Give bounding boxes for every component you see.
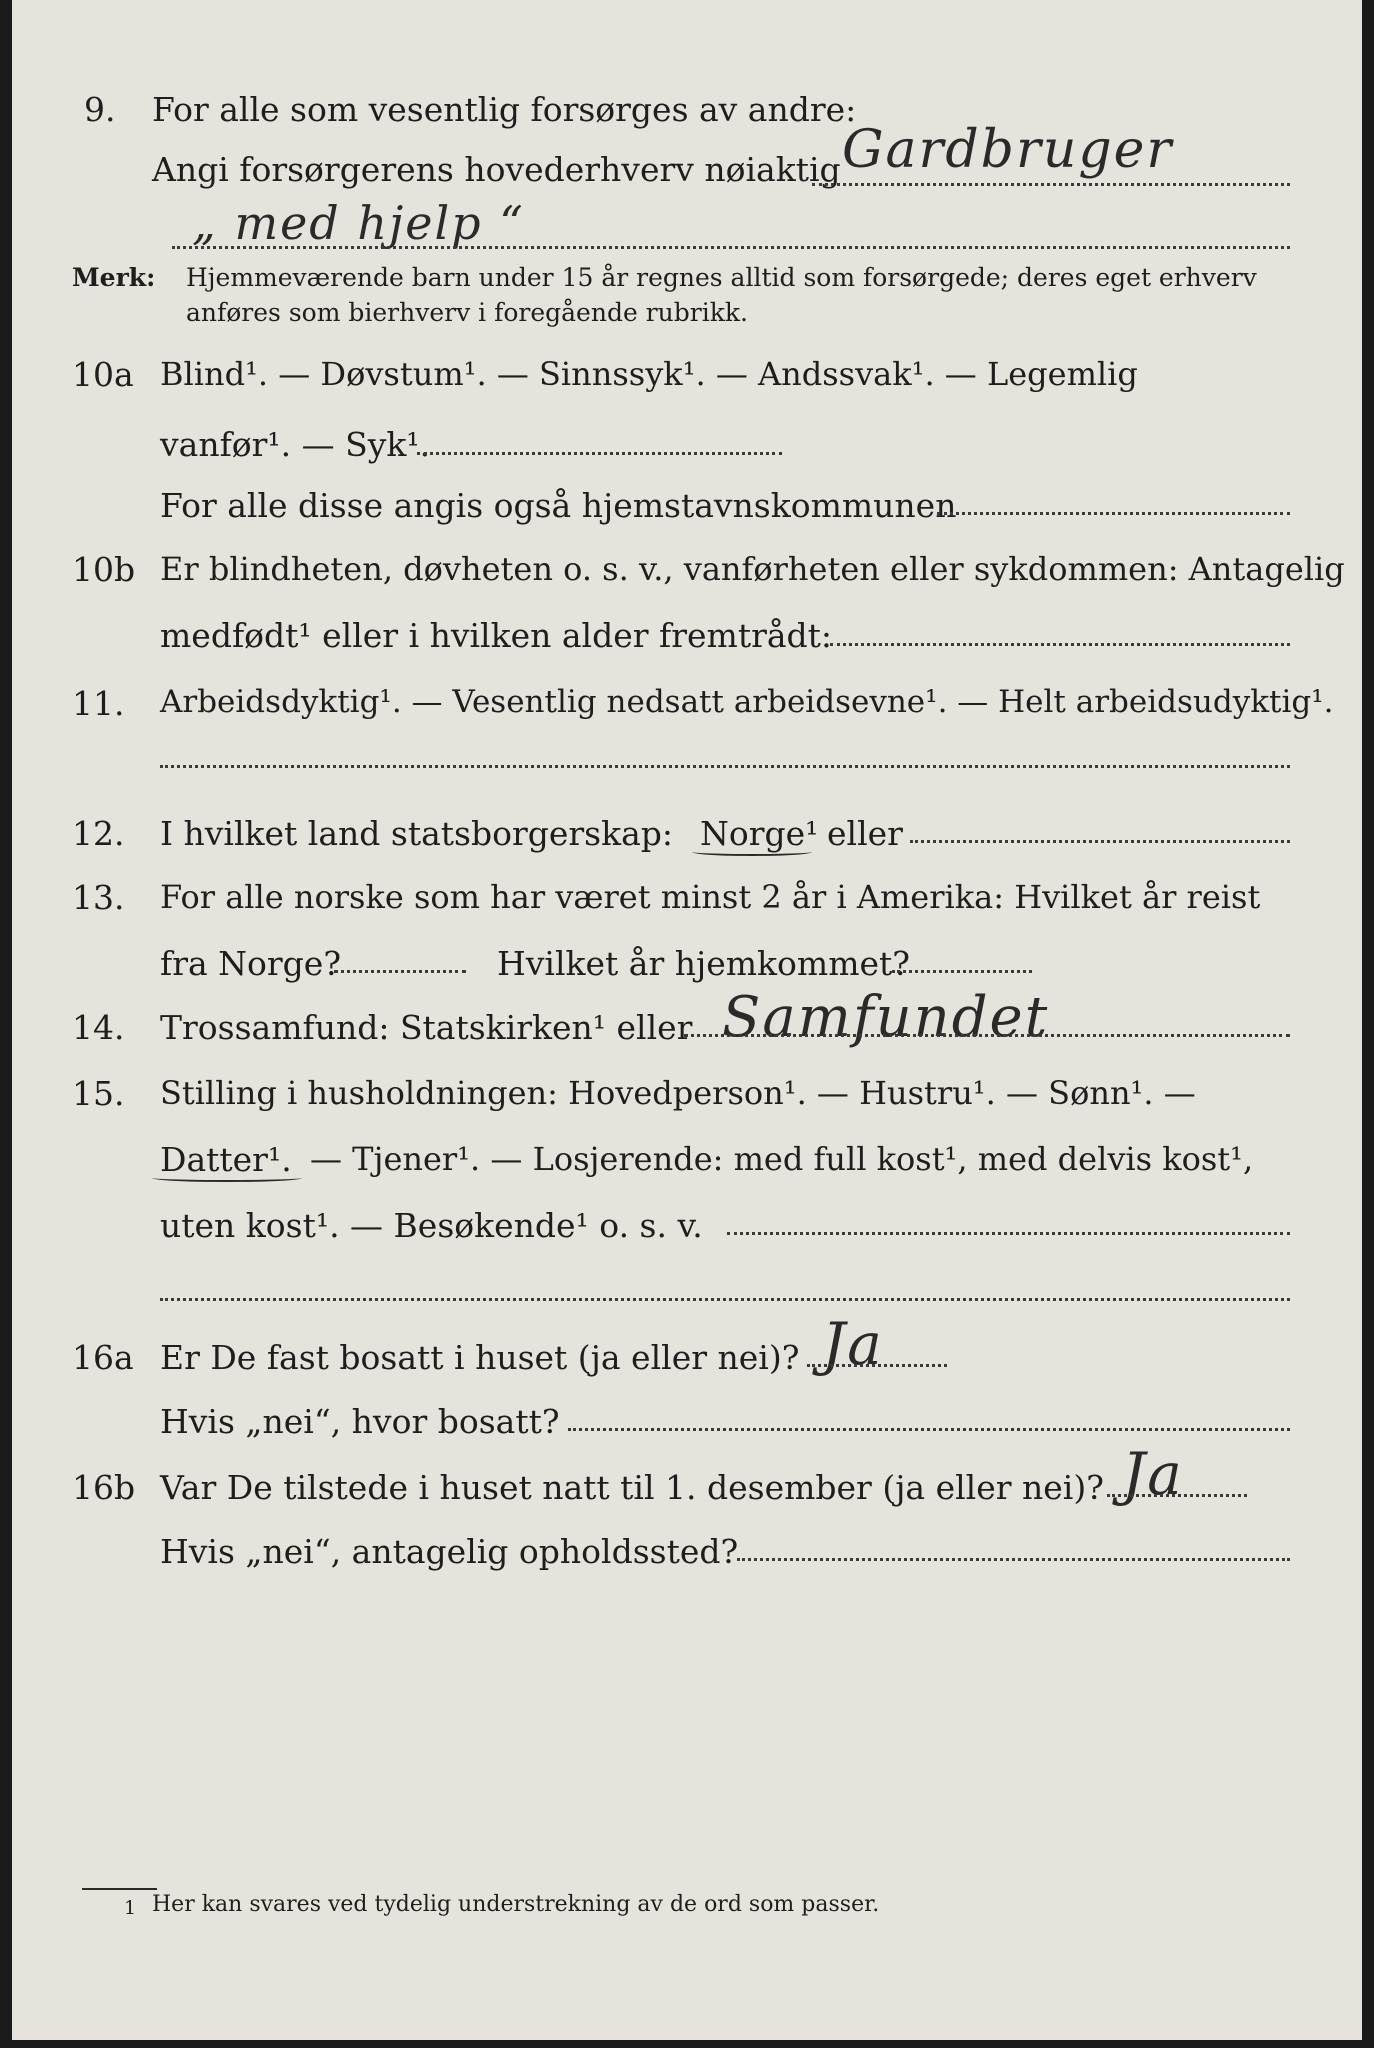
q15-number: 15.	[72, 1074, 125, 1113]
q9-line1: For alle som vesentlig forsørges av andre:	[152, 90, 857, 129]
merk-line1: Hjemmeværende barn under 15 år regnes alltid som forsørgede; deres eget erhverv	[186, 263, 1257, 292]
q9-answer-handwritten: Gardbruger	[842, 120, 1174, 180]
q12-eller: eller	[827, 814, 903, 853]
q11-blank-line	[160, 765, 1290, 768]
q16b-opholdssted-blank	[737, 1558, 1290, 1561]
q15-datter: Datter¹.	[160, 1140, 292, 1179]
merk-label: Merk:	[72, 263, 156, 292]
q12-blank	[910, 840, 1290, 843]
q15-datter-underline	[152, 1174, 302, 1182]
q12-norge: Norge¹	[700, 814, 819, 853]
q9-answer2-line	[172, 246, 1290, 249]
q15-line3: uten kost¹. — Besøkende¹ o. s. v.	[160, 1206, 703, 1245]
q14-number: 14.	[72, 1008, 125, 1047]
q15-blank	[727, 1232, 1290, 1235]
q16a-number: 16a	[72, 1338, 134, 1377]
q9-line2: Angi forsørgerens hovederhverv nøiaktig	[152, 150, 841, 189]
q10b-number: 10b	[72, 550, 136, 589]
q9-answer-line	[812, 183, 1290, 186]
footnote-rule	[82, 1888, 157, 1890]
q10b-line1: Er blindheten, døvheten o. s. v., vanførheten eller sykdommen: Antagelig	[160, 550, 1345, 588]
q12-line1: I hvilket land statsborgerskap:	[160, 814, 674, 853]
q10a-line1: Blind¹. — Døvstum¹. — Sinnssyk¹. — Andssvak¹. — Legemlig	[160, 355, 1138, 393]
q10b-line2: medfødt¹ eller i hvilken alder fremtrådt:	[160, 616, 833, 655]
q16b-number: 16b	[72, 1468, 136, 1507]
q10a-line2-blank	[417, 452, 782, 455]
q13-reist-blank	[334, 970, 466, 973]
q14-answer-handwritten: Samfundet	[722, 985, 1050, 1050]
q13-hjemkommet-blank	[892, 970, 1032, 973]
q16a-bosatt-blank	[568, 1428, 1290, 1431]
q10a-line3: For alle disse angis også hjemstavnskommunen	[160, 486, 957, 525]
q15-line1: Stilling i husholdningen: Hovedperson¹. — Hustru¹. — Sønn¹. —	[160, 1074, 1196, 1112]
q16b-line2: Hvis „nei“, antagelig opholdssted?	[160, 1532, 739, 1571]
q13-line2b: Hvilket år hjemkommet?	[497, 944, 910, 983]
q16b-answer-blank	[1107, 1494, 1247, 1497]
q10b-line2-blank	[830, 643, 1290, 646]
q12-norge-underline	[692, 848, 812, 856]
q11-line1: Arbeidsdyktig¹. — Vesentlig nedsatt arbeidsevne¹. — Helt arbeidsudyktig¹.	[160, 684, 1334, 720]
q16a-line1: Er De fast bosatt i huset (ja eller nei)?	[160, 1338, 800, 1377]
q9-answer2-handwritten: „ med hjelp “	[192, 196, 525, 250]
q16b-answer-handwritten: Ja	[1122, 1440, 1184, 1508]
q12-number: 12.	[72, 814, 125, 853]
merk-line2: anføres som bierhverv i foregående rubrikk.	[186, 298, 748, 327]
q10a-line2: vanfør¹. — Syk¹.	[160, 425, 431, 464]
q13-number: 13.	[72, 878, 125, 917]
q9-number: 9.	[84, 90, 116, 129]
q15-extra-blank	[160, 1298, 1290, 1301]
q16a-line2: Hvis „nei“, hvor bosatt?	[160, 1402, 560, 1441]
q14-line1: Trossamfund: Statskirken¹ eller	[160, 1008, 693, 1047]
q10a-line3-blank	[937, 512, 1290, 515]
q14-blank	[684, 1034, 1290, 1037]
q13-line2a: fra Norge?	[160, 944, 342, 983]
q13-line1: For alle norske som har været minst 2 år i Amerika: Hvilket år reist	[160, 878, 1261, 916]
footnote-mark: 1	[124, 1897, 137, 1919]
q15-line2: — Tjener¹. — Losjerende: med full kost¹, med delvis kost¹,	[310, 1140, 1254, 1178]
census-form-page	[12, 0, 1362, 2040]
q16a-answer-handwritten: Ja	[822, 1310, 884, 1378]
q16b-line1: Var De tilstede i huset natt til 1. desember (ja eller nei)?	[160, 1468, 1104, 1507]
footnote-text: Her kan svares ved tydelig understrekning av de ord som passer.	[152, 1892, 880, 1917]
q10a-number: 10a	[72, 355, 134, 394]
q11-number: 11.	[72, 684, 125, 723]
q16a-answer-blank	[807, 1364, 947, 1367]
